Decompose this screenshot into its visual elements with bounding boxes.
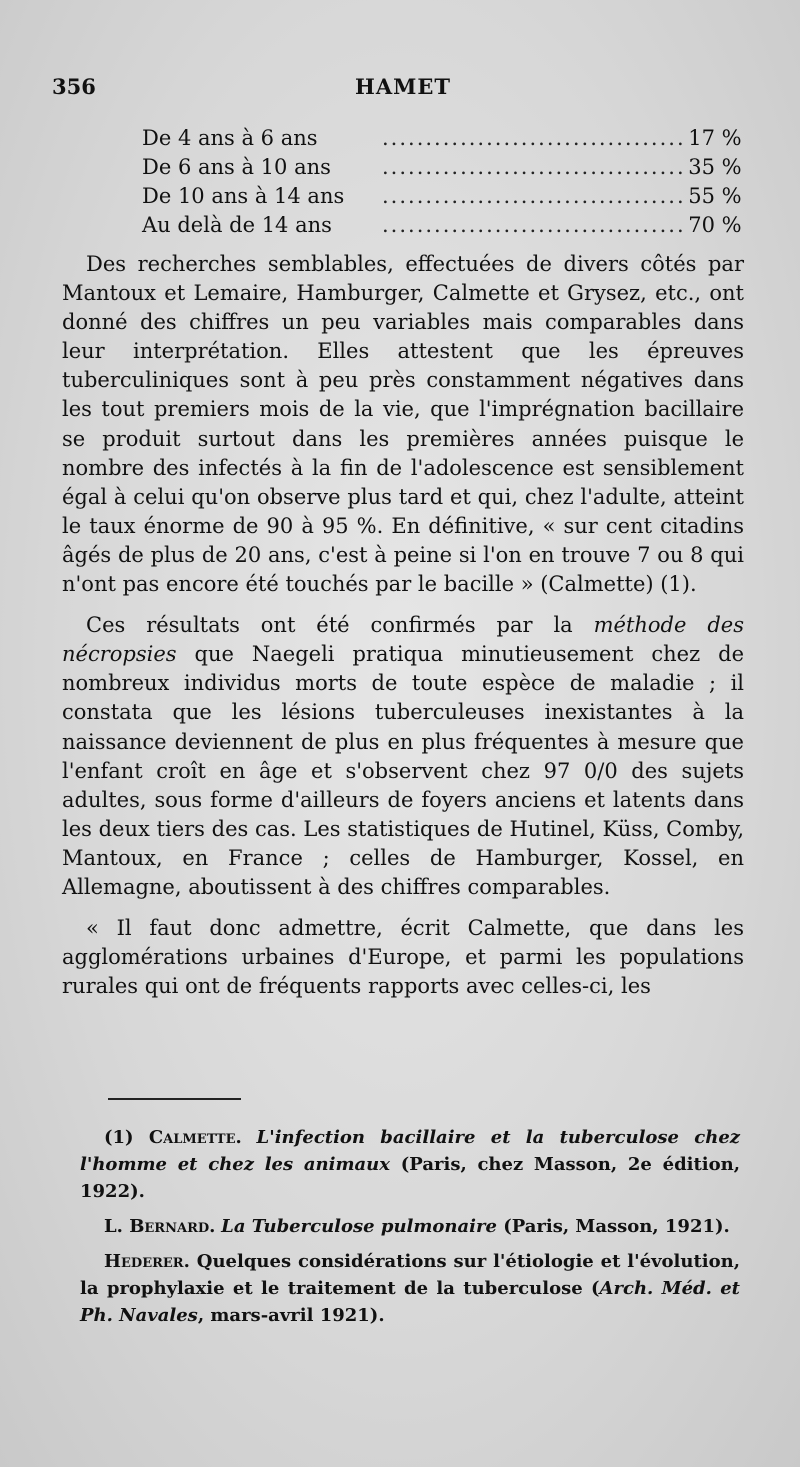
stat-value: 17 % (688, 126, 742, 150)
footnote-1 (80, 1124, 740, 1205)
stat-row (142, 211, 742, 240)
footnote-divider (108, 1098, 241, 1100)
footnote-journal: Arch. Méd. et Ph. Navales (80, 1278, 740, 1326)
footnote-title: La Tuberculose pulmonaire (221, 1216, 497, 1237)
footnote-marker: (1) (104, 1127, 149, 1148)
footnotes (80, 1124, 740, 1337)
page-number: 356 (52, 74, 96, 99)
stat-value: 55 % (688, 184, 742, 208)
footnote-author: Hederer. (104, 1251, 190, 1272)
leader-dots: ................................... (382, 184, 686, 208)
paragraph-quotation: « Il faut donc admettre, écrit Calmette, que dans les agglomérations urbaines d'Europe, et parmi les populations rurales qui ont de fréquents rapports avec celles-ci, les (62, 916, 744, 999)
leader-dots: ................................... (382, 155, 686, 179)
stat-row (142, 153, 742, 182)
stat-label: De 10 ans à 14 ans (142, 184, 345, 208)
footnote-author: Calmette. (148, 1127, 242, 1148)
stat-label: Au delà de 14 ans (142, 213, 332, 237)
footnote-title: L'infection bacillaire et la tuberculose chez l'homme et chez les animaux (80, 1127, 741, 1175)
stat-label: De 4 ans à 6 ans (142, 126, 318, 150)
paragraph-necropsies (62, 611, 744, 902)
paragraph-text: Ces résultats ont été confirmés par la (86, 613, 594, 638)
paragraph-recherches: Des recherches semblables, effectuées de divers côtés par Mantoux et Lemaire, Hamburger, Calmette et Grysez, etc., ont donné des chiffres un peu variables mais comparables dans leur interprétation. Elles attestent que les épreuves tuberculiniques sont à peu près constamment négatives dans les tout premiers mois de la vie, que l'imprégnation bacillaire se produit surtout dans les premières années puisque le nombre des infectés à la fin de l'adolescence est sensiblement égal à celui qu'on observe plus tard et qui, chez l'adulte, atteint le taux énorme de 90 à 95 %. En définitive, « sur cent citadins âgés de plus de 20 ans, c'est à peine si l'on en trouve 7 ou 8 qui n'ont pas encore été touchés par le bacille » (Calmette) (1). (62, 252, 744, 597)
stat-value: 35 % (688, 155, 742, 179)
footnote-3 (80, 1248, 740, 1329)
stat-row (142, 124, 742, 153)
leader-dots: ................................... (382, 213, 686, 237)
footnote-2 (80, 1213, 740, 1240)
stat-label: De 6 ans à 10 ans (142, 155, 331, 179)
footnote-text: (Paris, Masson, 1921). (496, 1216, 730, 1237)
footnote-text: (Paris, chez Masson, 2e édition, 1922). (80, 1154, 741, 1202)
page-header (0, 74, 800, 102)
emphasis-text: méthode des nécropsies (62, 613, 744, 667)
running-head: HAMET (355, 74, 452, 99)
footnote-author: L. Bernard. (104, 1216, 216, 1237)
paragraph-text: que Naegeli pratiqua minutieusement chez de nombreux individus morts de toute espèce de maladie ; il constata que les lésions tuberculeuses inexistantes à la naissance deviennent de plus en plus fréquentes à mesure que l'enfant croît en âge et s'observent chez 97 0/0 des sujets adultes, sous forme d'ailleurs de foyers anciens et latents dans les deux tiers des cas. Les statistiques de Hutinel, Küss, Comby, Mantoux, en France ; celles de Hamburger, Kossel, en Allemagne, aboutissent à des chiffres comparables. (62, 642, 744, 899)
footnote-text: Quelques considérations sur l'étiologie et l'évolution, la prophylaxie et le traitement de la tuberculose ( (80, 1251, 740, 1299)
age-statistics-list (142, 124, 742, 240)
main-text (62, 250, 744, 1013)
footnote-text: , mars-avril 1921). (197, 1305, 385, 1326)
stat-value: 70 % (688, 213, 742, 237)
stat-row (142, 182, 742, 211)
leader-dots: ................................... (382, 126, 686, 150)
